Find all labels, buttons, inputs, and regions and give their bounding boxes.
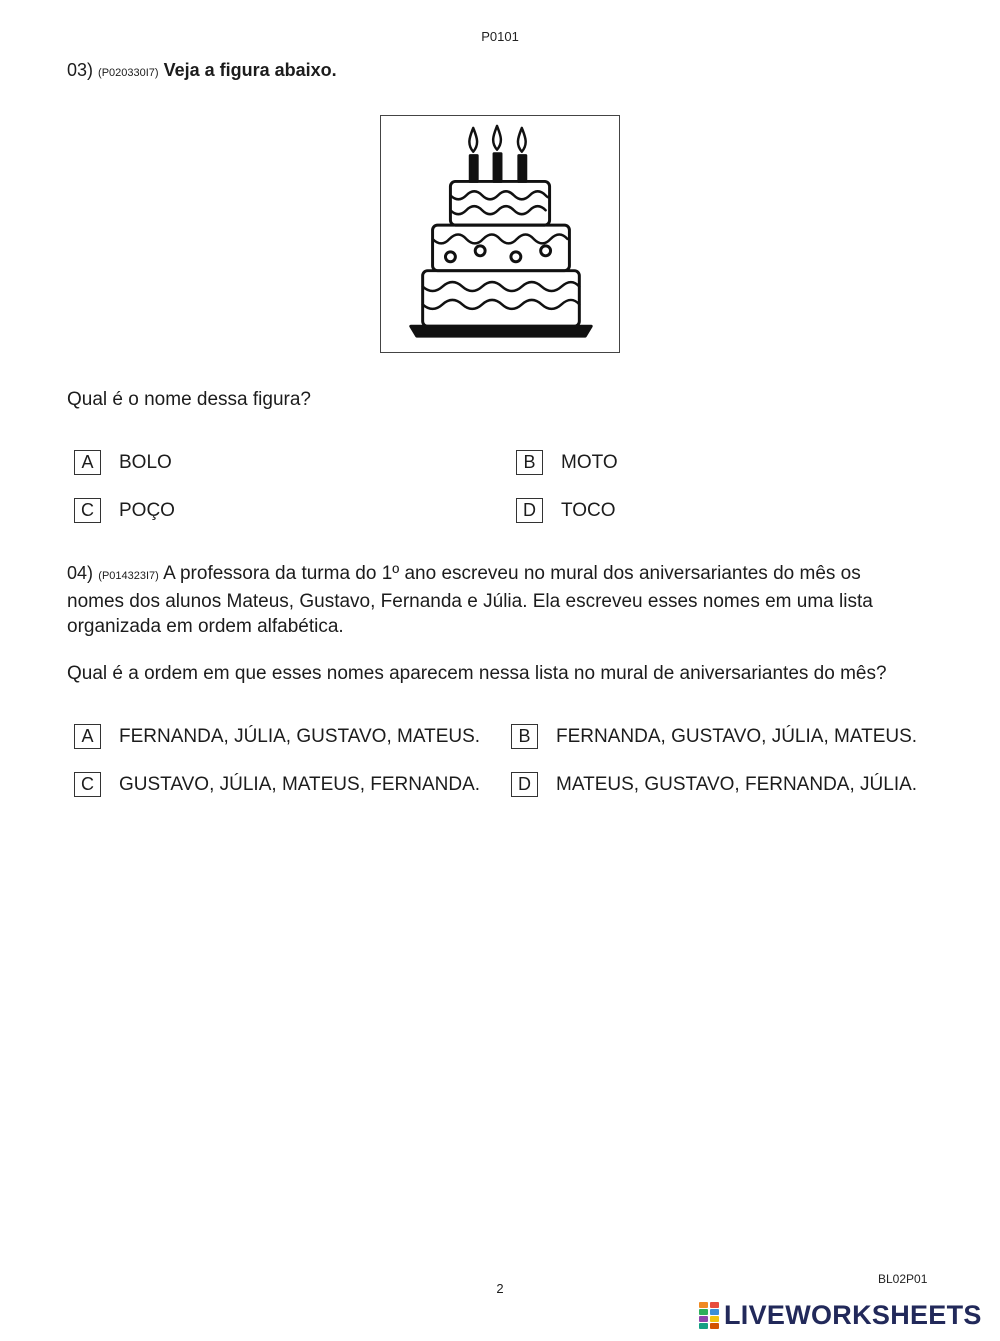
question-4-line-3: organizada em ordem alfabética. bbox=[67, 616, 344, 637]
question-4-option-a[interactable] bbox=[74, 724, 480, 749]
option-letter-box: A bbox=[74, 450, 101, 475]
question-3-option-b[interactable] bbox=[516, 450, 618, 475]
question-3-option-d[interactable] bbox=[516, 498, 616, 523]
question-3-prompt: Qual é o nome dessa figura? bbox=[67, 389, 311, 410]
option-letter-box: C bbox=[74, 498, 101, 523]
option-text: FERNANDA, JÚLIA, GUSTAVO, MATEUS. bbox=[119, 725, 481, 747]
question-4-prompt: Qual é a ordem em que esses nomes aparecem nessa lista no mural de aniversariantes do mês? bbox=[67, 663, 887, 684]
brand-name: LIVEWORKSHEETS bbox=[724, 1300, 982, 1330]
question-4-code: (P014323I7) bbox=[98, 570, 159, 582]
question-4-text-1: A professora da turma do 1º ano escreveu no mural dos aniversariantes do mês os bbox=[163, 563, 861, 584]
question-4-option-b[interactable] bbox=[511, 724, 917, 749]
footer-code: BL02P01 bbox=[878, 1272, 928, 1286]
question-4-line-2: nomes dos alunos Mateus, Gustavo, Fernanda e Júlia. Ela escreveu esses nomes em uma lista bbox=[67, 591, 873, 612]
page-header-code: P0101 bbox=[481, 29, 519, 44]
question-3-code: (P020330I7) bbox=[98, 67, 159, 79]
page-number: 2 bbox=[496, 1281, 504, 1296]
option-letter-box: C bbox=[74, 772, 101, 797]
option-text: MATEUS, GUSTAVO, FERNANDA, JÚLIA. bbox=[556, 773, 918, 795]
option-letter-box: B bbox=[516, 450, 543, 475]
option-text: BOLO bbox=[119, 451, 172, 473]
question-4-option-d[interactable] bbox=[511, 772, 917, 797]
question-3-option-c[interactable] bbox=[74, 498, 175, 523]
option-letter-box: D bbox=[511, 772, 538, 797]
question-3-option-a[interactable] bbox=[74, 450, 172, 475]
option-letter-box: D bbox=[516, 498, 543, 523]
question-4-number: 04) bbox=[67, 563, 94, 583]
question-3-number: 03) bbox=[67, 60, 94, 80]
option-letter-box: A bbox=[74, 724, 101, 749]
option-text: GUSTAVO, JÚLIA, MATEUS, FERNANDA. bbox=[119, 773, 481, 795]
cake-figure bbox=[380, 115, 620, 353]
question-4-line-1 bbox=[67, 561, 937, 589]
question-4-body bbox=[67, 561, 937, 639]
option-text: FERNANDA, GUSTAVO, JÚLIA, MATEUS. bbox=[556, 725, 918, 747]
birthday-cake-icon bbox=[381, 116, 619, 352]
option-text: POÇO bbox=[119, 499, 175, 521]
liveworksheets-logo-icon bbox=[698, 1301, 720, 1331]
liveworksheets-brand[interactable] bbox=[698, 1300, 982, 1331]
question-3-header bbox=[67, 58, 337, 85]
option-text: MOTO bbox=[561, 451, 618, 473]
question-4-option-c[interactable] bbox=[74, 772, 480, 797]
option-letter-box: B bbox=[511, 724, 538, 749]
question-3-title: Veja a figura abaixo. bbox=[163, 60, 337, 80]
option-text: TOCO bbox=[561, 499, 616, 521]
